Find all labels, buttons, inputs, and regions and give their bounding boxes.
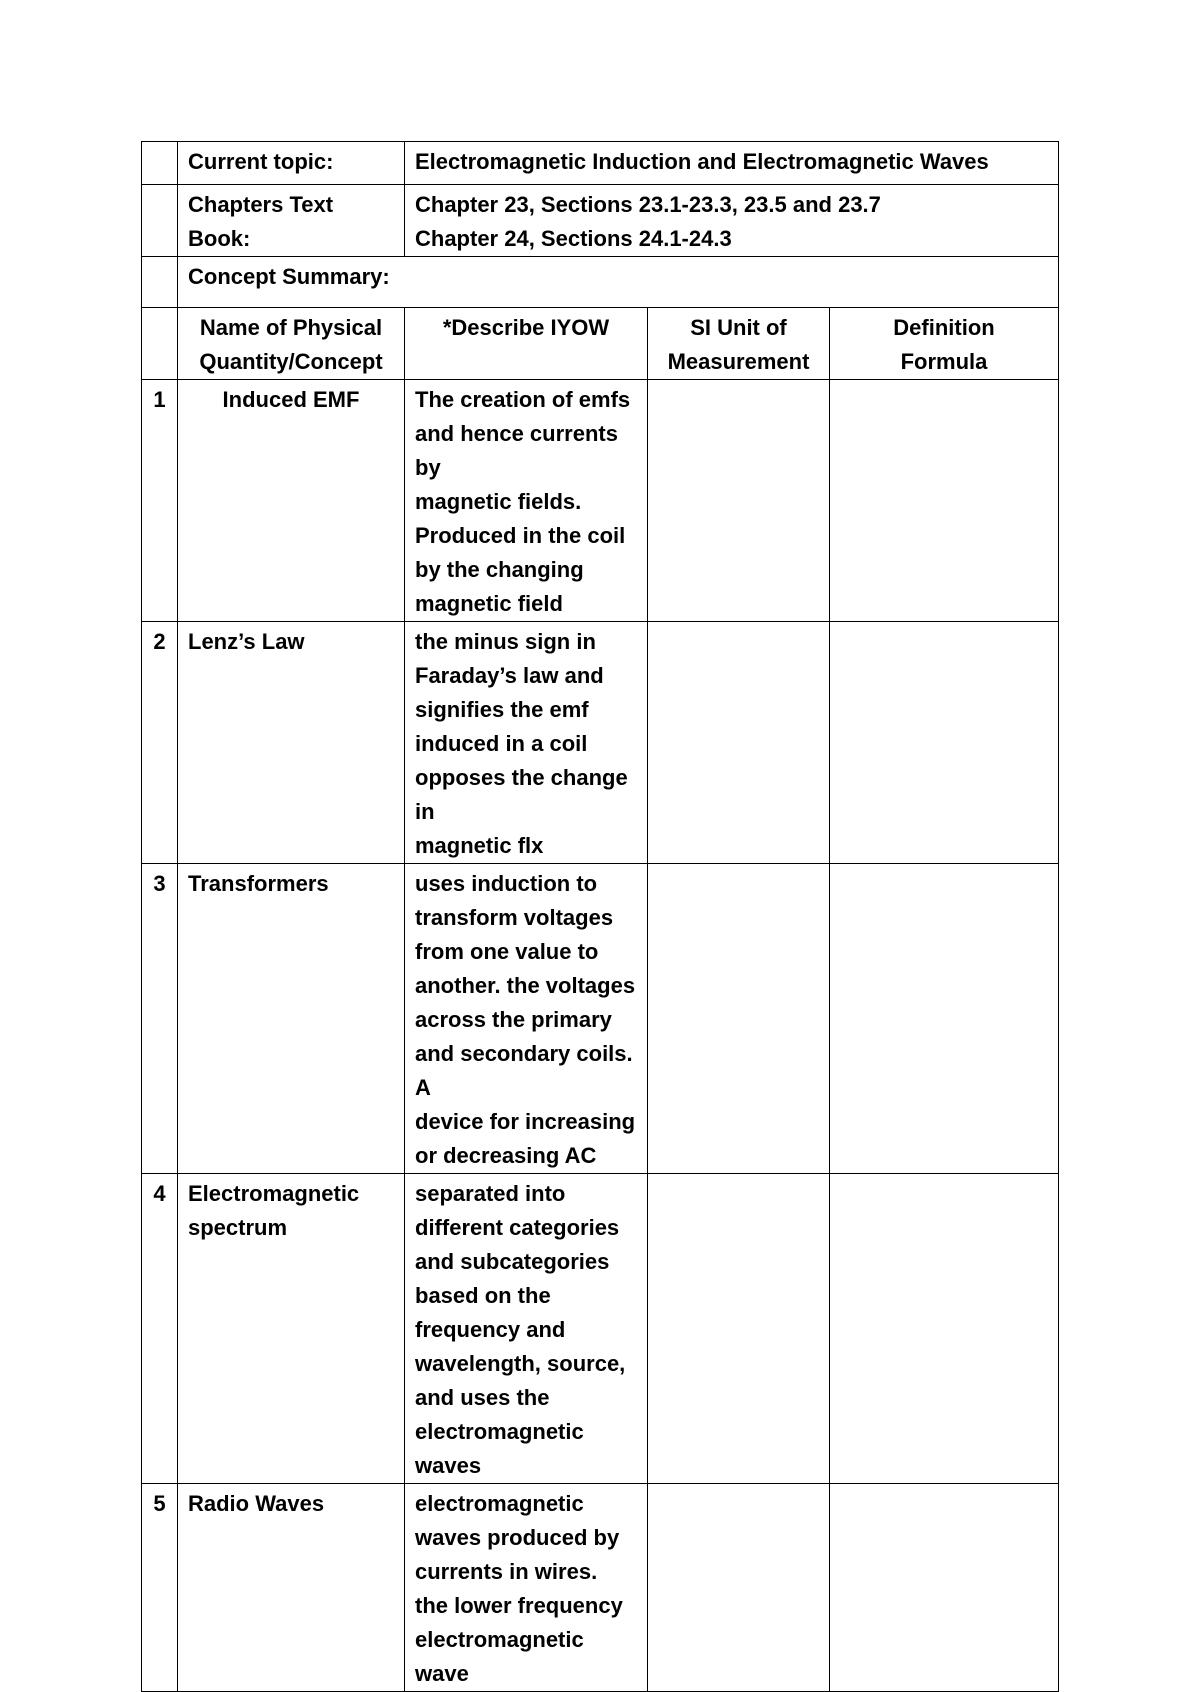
description-line: and subcategories xyxy=(415,1249,610,1274)
description-line: waves xyxy=(415,1453,482,1478)
concept-summary-row xyxy=(142,257,1059,308)
description-line: the lower frequency xyxy=(415,1593,623,1618)
blank-cell xyxy=(142,308,178,380)
header-line: Definition xyxy=(893,315,995,340)
description-line: by the changing xyxy=(415,557,584,582)
concept-description xyxy=(405,864,648,1174)
concept-name-line: Electromagnetic xyxy=(188,1181,360,1206)
name-column-header xyxy=(178,308,405,380)
description-line: device for increasing xyxy=(415,1109,636,1134)
description-line: and uses the xyxy=(415,1385,550,1410)
description-line: another. the voltages xyxy=(415,973,636,998)
row-number: 1 xyxy=(142,380,178,622)
description-line: induced in a coil xyxy=(415,731,588,756)
row-number: 4 xyxy=(142,1174,178,1484)
current-topic-value: Electromagnetic Induction and Electromagnetic Waves xyxy=(405,142,1059,185)
concept-summary-label: Concept Summary: xyxy=(178,257,1059,308)
description-line: wavelength, source, xyxy=(415,1351,626,1376)
description-line: and secondary coils. A xyxy=(415,1041,633,1100)
concept-name xyxy=(178,1484,405,1692)
header-line: Name of Physical xyxy=(199,315,383,340)
description-line: currents in wires. xyxy=(415,1559,598,1584)
column-header-row xyxy=(142,308,1059,380)
definition-cell xyxy=(830,380,1059,622)
description-line: or decreasing AC xyxy=(415,1143,597,1168)
concept-name-line: Lenz’s Law xyxy=(188,629,305,654)
table-row xyxy=(142,864,1059,1174)
description-line: Produced in the coil xyxy=(415,523,626,548)
concept-name xyxy=(178,380,405,622)
si-unit-cell xyxy=(648,380,830,622)
current-topic-row xyxy=(142,142,1059,185)
concept-name xyxy=(178,622,405,864)
chapters-value xyxy=(405,185,1059,257)
description-line: Faraday’s law and xyxy=(415,663,604,688)
definition-cell xyxy=(830,1174,1059,1484)
description-line: and hence currents by xyxy=(415,421,618,480)
description-line: electromagnetic xyxy=(415,1419,584,1444)
concept-name-line: spectrum xyxy=(188,1215,288,1240)
concept-table xyxy=(141,141,1059,1692)
description-line: separated into xyxy=(415,1181,566,1206)
chapters-row xyxy=(142,185,1059,257)
description-line: magnetic field xyxy=(415,591,563,616)
description-line: The creation of emfs xyxy=(415,387,631,412)
describe-column-header: *Describe IYOW xyxy=(405,308,648,380)
concept-name-line: Radio Waves xyxy=(188,1491,325,1516)
chapters-label-line: Chapters Text xyxy=(188,192,334,217)
description-line: the minus sign in xyxy=(415,629,596,654)
table-row xyxy=(142,622,1059,864)
description-line: electromagnetic xyxy=(415,1491,584,1516)
header-line: Quantity/Concept xyxy=(199,349,383,374)
concept-name-line: Induced EMF xyxy=(222,387,360,412)
blank-cell xyxy=(142,142,178,185)
row-number: 2 xyxy=(142,622,178,864)
description-line: magnetic flx xyxy=(415,833,544,858)
description-line: waves produced by xyxy=(415,1525,620,1550)
si-unit-cell xyxy=(648,1484,830,1692)
description-line: based on the xyxy=(415,1283,551,1308)
description-line: magnetic fields. xyxy=(415,489,582,514)
table-row xyxy=(142,1174,1059,1484)
concept-description xyxy=(405,1484,648,1692)
row-number: 3 xyxy=(142,864,178,1174)
description-line: across the primary xyxy=(415,1007,612,1032)
chapters-value-line: Chapter 23, Sections 23.1-23.3, 23.5 and 23.7 xyxy=(415,192,881,217)
description-line: from one value to xyxy=(415,939,599,964)
description-line: transform voltages xyxy=(415,905,614,930)
chapters-value-line: Chapter 24, Sections 24.1-24.3 xyxy=(415,226,732,251)
header-line: Measurement xyxy=(667,349,810,374)
si-unit-cell xyxy=(648,864,830,1174)
definition-cell xyxy=(830,622,1059,864)
concept-name xyxy=(178,1174,405,1484)
description-line: electromagnetic wave xyxy=(415,1627,584,1686)
description-line: different categories xyxy=(415,1215,620,1240)
si-unit-cell xyxy=(648,1174,830,1484)
definition-cell xyxy=(830,1484,1059,1692)
definition-cell xyxy=(830,864,1059,1174)
chapters-label xyxy=(178,185,405,257)
table-row xyxy=(142,380,1059,622)
current-topic-label: Current topic: xyxy=(178,142,405,185)
description-line: uses induction to xyxy=(415,871,598,896)
si-unit-cell xyxy=(648,622,830,864)
concept-description xyxy=(405,380,648,622)
row-number: 5 xyxy=(142,1484,178,1692)
concept-description xyxy=(405,1174,648,1484)
chapters-label-line: Book: xyxy=(188,226,251,251)
concept-name xyxy=(178,864,405,1174)
description-line: frequency and xyxy=(415,1317,566,1342)
concept-name-line: Transformers xyxy=(188,871,329,896)
description-line: signifies the emf xyxy=(415,697,589,722)
definition-column-header xyxy=(830,308,1059,380)
blank-cell xyxy=(142,185,178,257)
si-unit-column-header xyxy=(648,308,830,380)
concept-description xyxy=(405,622,648,864)
header-line: SI Unit of xyxy=(690,315,787,340)
description-line: opposes the change in xyxy=(415,765,628,824)
blank-cell xyxy=(142,257,178,308)
header-line: Formula xyxy=(900,349,988,374)
table-row xyxy=(142,1484,1059,1692)
